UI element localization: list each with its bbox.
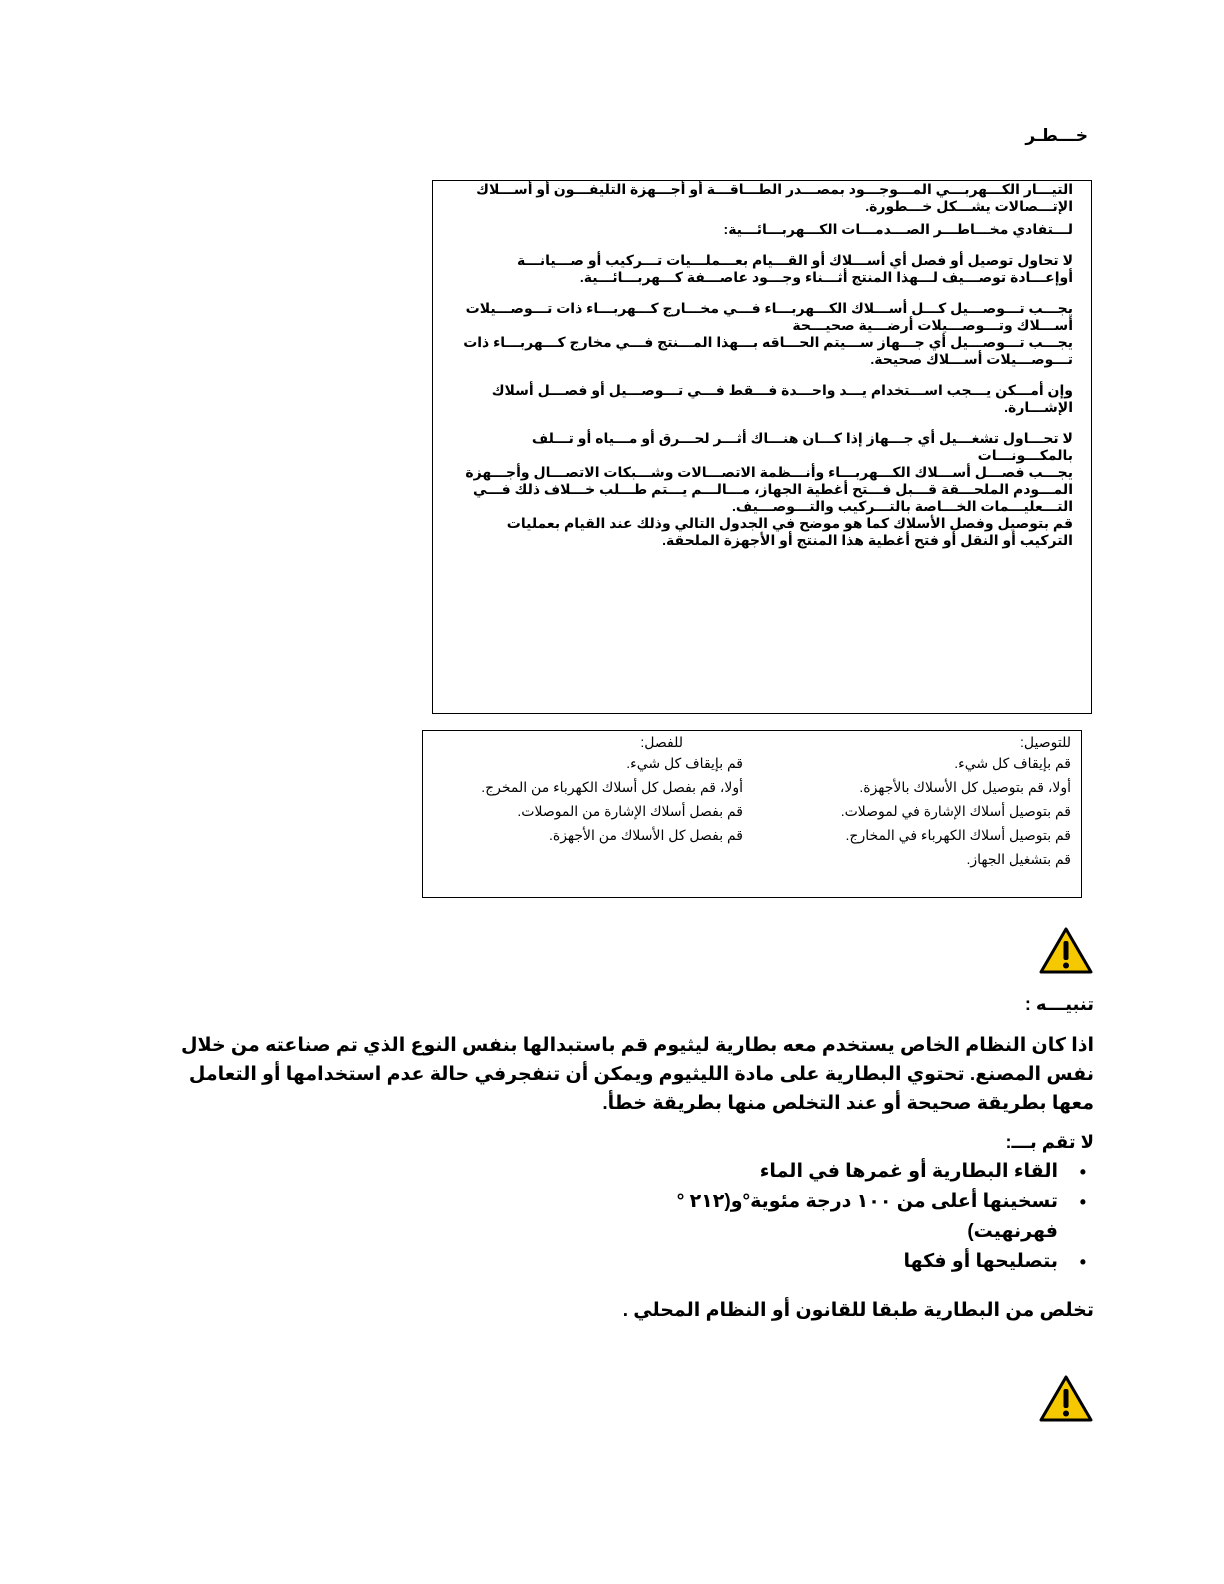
- connection-table: [422, 730, 1082, 898]
- danger-paragraph-2: لـــتفادي مخـــاطـــر الصـــدمـــات الكـــهربـــائـــية:: [723, 221, 1073, 237]
- danger-paragraph-8: يجـــب فصـــل أســـلاك الكـــهربـــاء وأنـــظمة الاتصـــالات وشـــبكات الاتصـــال وأجـــهزة المـــودم الملحـــقة قـــبل فـــتح أغطية الجهاز، مـــالـــم يـــتم طـــلب خـــلاف ذلك فـــي التـــعليـــمات الخـــاصة بالتـــركيب والتـــوصـــيف.: [465, 464, 1073, 514]
- do-not-label: لا تقم بـــ:: [1005, 1132, 1094, 1152]
- danger-paragraph-5: يجـــب تـــوصـــيل أي جـــهاز ســـيتم الحـــاقه بـــهذا المـــنتج فـــي مخارج كـــهربـــاء ذات تـــوصـــيلات أســـلاك صحيحة.: [463, 334, 1073, 367]
- caution-section: [180, 994, 1094, 1322]
- connect-step: قم بتشغيل الجهاز.: [966, 851, 1071, 867]
- connect-step: أولا، قم بتوصيل كل الأسلاك بالأجهزة.: [859, 779, 1071, 795]
- disconnect-step: قم بفصل كل الأسلاك من الأجهزة.: [548, 827, 743, 843]
- danger-heading: خـــطـر: [1025, 126, 1088, 145]
- disconnect-step: أولا، قم بفصل كل أسلاك الكهرباء من المخرج.: [481, 779, 743, 795]
- disposal-note: تخلص من البطارية طبقا للقانون أو النظام المحلي .: [622, 1300, 1094, 1321]
- list-item: • بتصليحها أو فكها: [180, 1247, 1064, 1277]
- danger-paragraph-1: التيـــار الكـــهربـــي المـــوجـــود بمصـــدر الطـــاقـــة أو أجـــهزة التليفـــون أو أســـلاك الإتـــصالات يشـــكل خـــطورة.: [476, 181, 1073, 214]
- disconnect-column: [433, 733, 743, 847]
- warning-triangle-icon: [1038, 926, 1094, 976]
- danger-paragraph-4: يجـــب تـــوصـــيل كـــل أســـلاك الكـــهربـــاء فـــي مخـــارج كـــهربـــاء ذات تـــوصـــيلات أســـلاك وتـــوصـــيلات أرضـــية صحيـــحة: [465, 300, 1073, 333]
- disconnect-header: للفصل:: [640, 734, 683, 750]
- connect-header: للتوصيل:: [1020, 734, 1071, 750]
- disconnect-step: قم بفصل أسلاك الإشارة من الموصلات.: [517, 803, 743, 819]
- danger-notice-box: [432, 180, 1092, 714]
- connect-step: قم بتوصيل أسلاك الإشارة في لموصلات.: [840, 803, 1071, 819]
- list-item: • القاء البطارية أو غمرها في الماء: [180, 1157, 1064, 1187]
- list-item: • تسخينها أعلى من ١٠٠ درجة مئوية°و(٢١٢ ° فهرنهيت): [180, 1187, 1064, 1247]
- danger-paragraph-3: لا تحاول توصيل أو فصل أي أســـلاك أو القـــيام بعـــملـــيات تـــركيب أو صـــيانـــة أوإعـــادة توصـــيف لـــهذا المنتج أثـــناء وجـــود عاصـــفة كـــهربـــائـــية.: [517, 252, 1073, 285]
- connect-column: [801, 733, 1071, 871]
- disconnect-step: قم بإيقاف كل شيء.: [626, 755, 743, 771]
- caution-paragraph: اذا كان النظام الخاص يستخدم معه بطارية ليثيوم قم باستبدالها بنفس النوع الذي تم صناعته من خلال نفس المصنع. تحتوي البطارية على مادة الليثيوم ويمكن أن تنفجرفي حالة عدم استخدامها أو التعامل معها بطريقة صحيحة أو عند التخلص منها بطريقة خطأ.: [181, 1035, 1094, 1114]
- do-not-list: [180, 1157, 1094, 1277]
- connect-step: قم بتوصيل أسلاك الكهرباء في المخارج.: [845, 827, 1071, 843]
- danger-paragraph-7: لا تحـــاول تشغـــيل أي جـــهاز إذا كـــان هنـــاك أثـــر لحـــرق أو مـــياه أو تـــلف بالمكـــونـــات: [531, 430, 1073, 463]
- danger-paragraph-6: وإن أمـــكن يـــجب اســـتخدام يـــد واحـــدة فـــقط فـــي تـــوصـــيل أو فصـــل أسلاك الإشـــارة.: [491, 382, 1073, 415]
- warning-triangle-icon: [1038, 1374, 1094, 1424]
- danger-paragraph-9: قم بتوصيل وفصل الأسلاك كما هو موضح في الجدول التالي وذلك عند القيام بعمليات التركيب أو النقل أو فتح أغطية هذا المنتج أو الأجهزة الملحقة.: [506, 515, 1073, 548]
- caution-label: تنبيـــه :: [1024, 994, 1094, 1014]
- connect-step: قم بإيقاف كل شيء.: [954, 755, 1071, 771]
